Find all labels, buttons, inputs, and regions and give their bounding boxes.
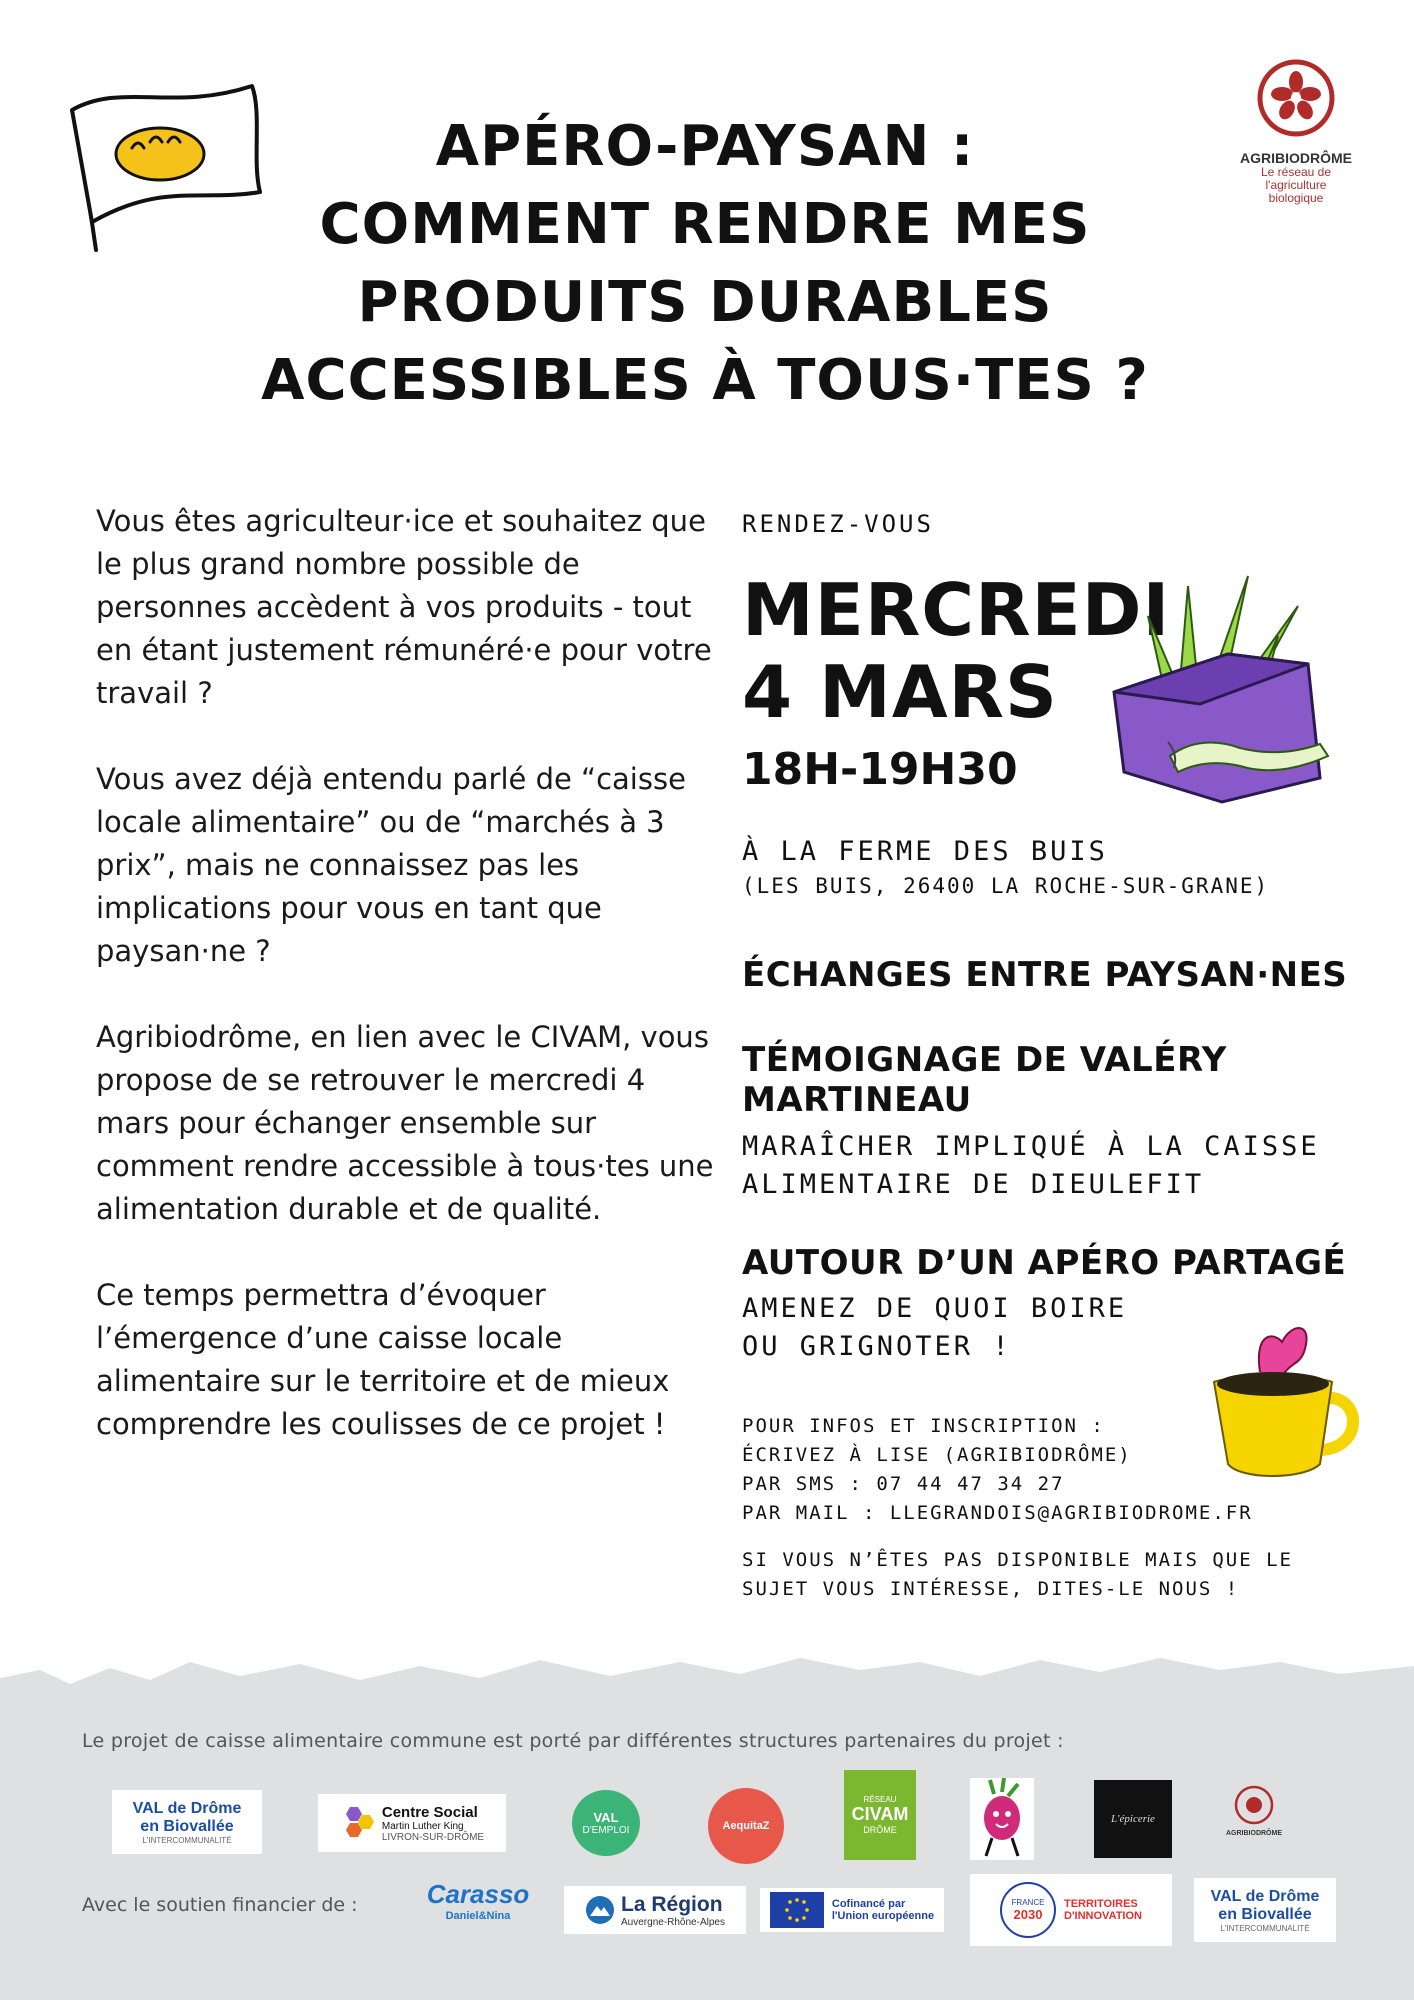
region-logo (564, 1886, 746, 1934)
title-line: PRODUITS DURABLES (357, 270, 1053, 335)
event-date: 4 MARS (742, 650, 1058, 734)
logo-text: Centre Social (381, 1803, 478, 1821)
contact-line: ÉCRIVEZ À LISE (AGRIBIODRÔME) (742, 1444, 1132, 1466)
page-title (160, 108, 1250, 420)
logo-text: TERRITOIRES (1064, 1898, 1138, 1910)
eu-flag-icon (770, 1892, 824, 1928)
event-address: (LES BUIS, 26400 LA ROCHE-SUR-GRANE) (742, 874, 1270, 898)
agribiodrome-small-logo (1224, 1776, 1284, 1846)
aequitaz-logo: AequitaZ (708, 1788, 784, 1864)
logo-tagline: l'agriculture (1265, 178, 1327, 192)
logo-text: FRANCE (1011, 1898, 1045, 1907)
radish-mascot-icon (970, 1778, 1034, 1860)
logo-text: Auvergne-Rhône-Alpes (621, 1916, 725, 1928)
intro-paragraph: Vous êtes agriculteur·ice et souhaitez que le plus grand nombre possible de personnes accèdent à vos produits - tout en étant justement rémunéré·e pour votre travail ? (96, 504, 712, 710)
logo-text: L'INTERCOMMUNALITÉ (142, 1835, 232, 1845)
logo-tagline: biologique (1268, 191, 1324, 205)
title-line: APÉRO-PAYSAN : (435, 114, 975, 179)
title-line: COMMENT RENDRE MES (319, 192, 1091, 257)
logo-text: D'INNOVATION (1064, 1910, 1142, 1922)
carasso-logo (412, 1872, 544, 1928)
intro-text (96, 500, 716, 1489)
france2030-logo (970, 1874, 1172, 1946)
logo-text: RÉSEAU (863, 1795, 897, 1804)
flower-icon (1256, 58, 1336, 138)
intro-paragraph: Agribiodrôme, en lien avec le CIVAM, vous propose de se retrouver le mercredi 4 mars pour échanger ensemble sur comment rendre accessible à tous·tes une alimentation durable et de qualité. (96, 1020, 714, 1226)
logo-text: VAL de Drôme (132, 1799, 242, 1817)
logo-text: l'Union européenne (831, 1910, 935, 1922)
hexagon-icon (340, 1805, 376, 1841)
valdrome-logo (1194, 1878, 1336, 1942)
intro-paragraph: Vous avez déjà entendu parlé de “caisse locale alimentaire” ou de “marchés à 3 prix”, mais ne connaissez pas les implications pour vous en tant que paysan·ne ? (96, 762, 686, 968)
agribiodrome-logo (1236, 58, 1356, 205)
val-emploi-logo (572, 1790, 640, 1856)
mountain-icon (585, 1895, 615, 1925)
availability-note: SI VOUS N’ÊTES PAS DISPONIBLE MAIS QUE LE SUJET VOUS INTÉRESSE, DITES-LE NOUS ! (742, 1549, 1293, 1600)
logo-tagline: Le réseau de (1260, 165, 1332, 179)
logo-name: AGRIBIODRÔME (1240, 150, 1352, 166)
event-day: MERCREDI (742, 568, 1171, 652)
testimony-heading: TÉMOIGNAGE DE VALÉRY MARTINEAU (742, 1040, 1227, 1120)
partners-text: Le projet de caisse alimentaire commune est porté par différentes structures partenaires du projet : (82, 1730, 1064, 1752)
apero-heading: AUTOUR D’UN APÉRO PARTAGÉ (742, 1243, 1347, 1283)
apero-subtitle: AMENEZ DE QUOI BOIRE OU GRIGNOTER ! (742, 1293, 1128, 1362)
support-text: Avec le soutien financier de : (82, 1894, 358, 1916)
event-place: À LA FERME DES BUIS (742, 836, 1108, 867)
contact-email: PAR MAIL : LLEGRANDOIS@AGRIBIODROME.FR (742, 1502, 1253, 1524)
logo-text: DRÔME (863, 1825, 897, 1835)
flower-icon (1234, 1785, 1274, 1825)
eu-logo (760, 1888, 944, 1932)
title-line: ACCESSIBLES À TOUS·TES ? (261, 348, 1149, 413)
contact-phone: PAR SMS : 07 44 47 34 27 (742, 1473, 1065, 1495)
testimony-subtitle: MARAÎCHER IMPLIQUÉ À LA CAISSE ALIMENTAIRE DE DIEULEFIT (742, 1131, 1320, 1200)
logo-text: VAL de Drôme (1210, 1887, 1320, 1905)
logo-text: L'INTERCOMMUNALITÉ (1220, 1923, 1310, 1933)
exchange-heading: ÉCHANGES ENTRE PAYSAN·NES (742, 955, 1348, 995)
logo-text: VAL (593, 1810, 619, 1825)
civam-logo (844, 1770, 916, 1860)
vegetable-box-illustration (1108, 566, 1338, 816)
rendezvous-label: RENDEZ-VOUS (742, 510, 934, 538)
logo-text: LIVRON-SUR-DRÔME (381, 1831, 485, 1843)
logo-text: D'EMPLOI (582, 1825, 630, 1836)
logo-text: AGRIBIODRÔME (1226, 1830, 1282, 1837)
intro-paragraph: Ce temps permettra d’évoquer l’émergence d’une caisse locale alimentaire sur le territoire et de mieux comprendre les coulisses de ce projet ! (96, 1278, 670, 1441)
event-time: 18H-19H30 (742, 744, 1018, 795)
logo-text: 2030 (1013, 1907, 1043, 1922)
epicerie-logo: L'épicerie (1094, 1780, 1172, 1858)
contact-line: POUR INFOS ET INSCRIPTION : (742, 1415, 1105, 1437)
logo-text: La Région (621, 1892, 723, 1916)
logo-text: Martin Luther King (381, 1820, 464, 1832)
logo-text: en Biovallée (1218, 1905, 1312, 1923)
logo-text: en Biovallée (140, 1817, 234, 1835)
valdrome-logo (112, 1790, 262, 1854)
logo-text: Daniel&Nina (445, 1909, 511, 1922)
contact-info (742, 1412, 1342, 1528)
logo-text: Carasso (426, 1878, 530, 1909)
logo-text: CIVAM (851, 1804, 909, 1824)
centre-social-logo (318, 1794, 506, 1852)
logo-text: Cofinancé par (831, 1898, 906, 1910)
